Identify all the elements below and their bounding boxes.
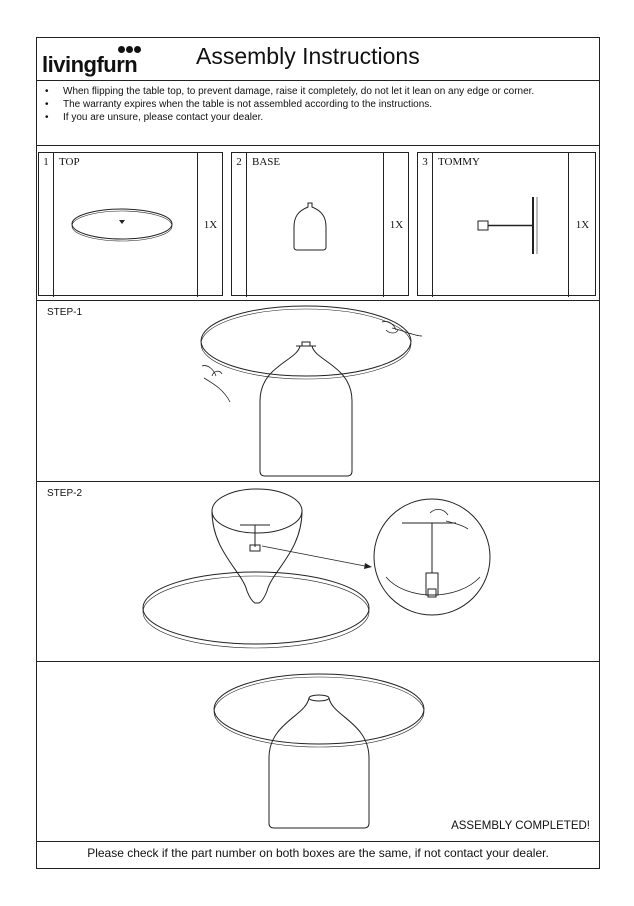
part-quantity: 1X (568, 153, 596, 297)
part-number: 2 (232, 153, 247, 297)
divider (36, 80, 600, 81)
assembly-completed-label: ASSEMBLY COMPLETED! (451, 820, 590, 832)
parts-list (38, 152, 596, 296)
brand-logo: livingfurn (42, 52, 138, 77)
part-number: 1 (39, 153, 54, 297)
assembled-table-illustration (0, 661, 634, 841)
part-card-base (231, 152, 409, 296)
note-item: • If you are unsure, please contact your dealer. (45, 112, 264, 123)
step-2-illustration (0, 481, 634, 661)
step-1-label: STEP-1 (47, 307, 83, 318)
footer-note: Please check if the part number on both boxes are the same, if not contact your dealer. (87, 846, 549, 860)
base-icon (232, 153, 410, 297)
part-card-tommy (417, 152, 596, 296)
part-card-top (38, 152, 223, 296)
divider (36, 145, 600, 146)
page-title: Assembly Instructions (196, 43, 420, 69)
part-name: BASE (252, 156, 281, 168)
part-quantity: 1X (383, 153, 409, 297)
step-1-illustration (0, 300, 634, 480)
part-name: TOMMY (438, 156, 480, 168)
divider (36, 841, 600, 842)
part-number: 3 (418, 153, 433, 297)
part-name: TOP (59, 156, 80, 168)
tommy-bar-icon (418, 153, 597, 297)
note-item: • When flipping the table top, to prevent damage, raise it completely, do not let it lean on any edge or corner. (45, 86, 535, 97)
notes-list (45, 85, 595, 124)
step-2-label: STEP-2 (47, 488, 83, 499)
part-quantity: 1X (197, 153, 223, 297)
note-item: • The warranty expires when the table is not assembled according to the instructions. (45, 99, 433, 110)
table-top-icon (39, 153, 224, 297)
